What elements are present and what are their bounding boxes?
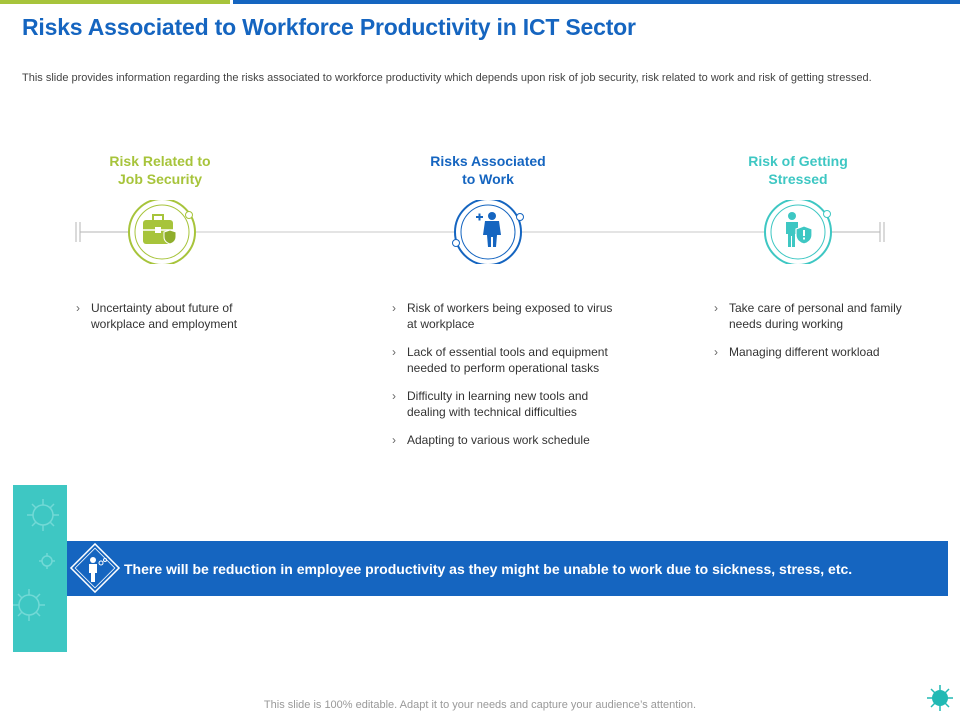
list-item	[392, 432, 617, 448]
work-circle	[453, 200, 524, 264]
chevron-right-icon: ›	[714, 301, 718, 315]
top-accent-bar-blue	[233, 0, 960, 4]
chevron-right-icon: ›	[392, 433, 396, 447]
person-shield-icon	[786, 212, 812, 247]
chevron-right-icon: ›	[392, 345, 396, 359]
work-bullets	[392, 300, 617, 460]
page-subtitle: This slide provides information regarding the risks associated to workforce productivity which depends upon risk of job security, risk related to work and risk of getting stressed.	[22, 72, 872, 84]
virus-icon	[926, 684, 954, 712]
bullet-text: Difficulty in learning new tools and dealing with technical difficulties	[407, 389, 589, 419]
stressed-circle	[765, 200, 831, 264]
column-heading-stressed	[708, 152, 888, 188]
heading-line: Stressed	[768, 171, 828, 187]
stressed-bullets	[714, 300, 909, 372]
chevron-right-icon: ›	[76, 301, 80, 315]
list-item	[392, 300, 617, 332]
heading-line: to Work	[462, 171, 514, 187]
column-heading-job-security	[70, 152, 250, 188]
heading-line: Risk Related to	[109, 153, 211, 169]
job-security-circle	[129, 200, 195, 264]
medical-worker-icon	[476, 212, 501, 247]
bullet-text: Risk of workers being exposed to virus at workplace	[407, 301, 613, 331]
banner-side-panel	[13, 485, 67, 652]
job-security-bullets	[76, 300, 266, 344]
bullet-text: Take care of personal and family needs during working	[729, 301, 902, 331]
bullet-text: Managing different workload	[729, 345, 880, 359]
briefcase-icon	[143, 215, 176, 244]
banner-text: There will be reduction in employee productivity as they might be unable to work due to sickness, stress, etc.	[124, 561, 853, 577]
top-accent-bar-green	[0, 0, 230, 4]
page-title: Risks Associated to Workforce Productivity in ICT Sector	[22, 14, 636, 40]
list-item	[714, 344, 909, 360]
heading-line: Risks Associated	[430, 153, 546, 169]
chevron-right-icon: ›	[714, 345, 718, 359]
bullet-text: Lack of essential tools and equipment needed to perform operational tasks	[407, 345, 608, 375]
virus-pattern-icon	[13, 485, 67, 652]
chevron-right-icon: ›	[392, 301, 396, 315]
bullet-text: Adapting to various work schedule	[407, 433, 590, 447]
list-item	[714, 300, 909, 332]
timeline	[0, 200, 960, 264]
list-item	[76, 300, 266, 332]
list-item	[392, 344, 617, 376]
column-heading-work	[398, 152, 578, 188]
heading-line: Job Security	[117, 171, 203, 187]
person-diamond-icon	[68, 541, 122, 596]
list-item	[392, 388, 617, 420]
footer-note: This slide is 100% editable. Adapt it to your needs and capture your audience’s attention.	[263, 699, 697, 711]
bullet-text: Uncertainty about future of workplace and employment	[91, 301, 238, 331]
chevron-right-icon: ›	[392, 389, 396, 403]
heading-line: Risk of Getting	[748, 153, 848, 169]
